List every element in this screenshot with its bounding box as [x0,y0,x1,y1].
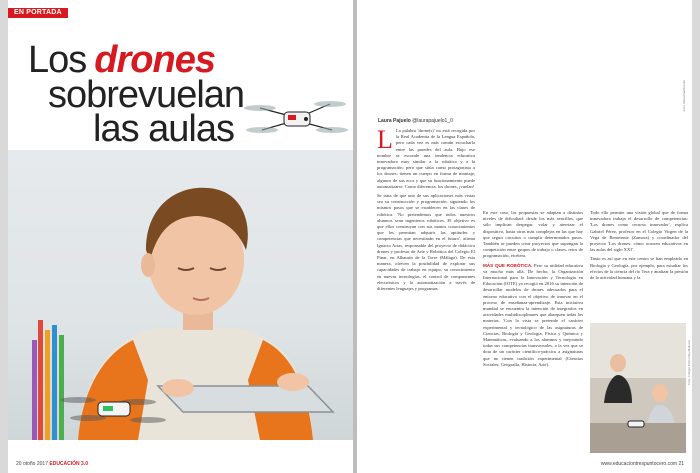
website-url: www.educaciontrespuntocero.com [600,461,678,467]
author-handle: @laurapajuelo1_0 [412,118,453,124]
byline [378,118,453,124]
right-page [357,0,692,473]
footer-left [16,461,88,467]
title-line-3: las aulas [93,108,234,150]
page-number-left: 20 [16,461,22,467]
colored-pencils [32,320,64,440]
magazine-name: EDUCACIÓN 3.0 [49,461,88,467]
photo-credit-top: Foto: Maxcoinal/Fuente [682,80,686,112]
col2-paragraph-1: En este caso, las propuestas se adaptan a distintos niveles de dificultad: desde los más sencillos, que sólo implican despegar, volar y aterrizar el dispositivo, hasta otras más complejas en las que hay que seguir circuitos o cumplir determinados pasos. También se pueden crear proyectos que supongan la competición entre grupos de trabajo o clases, retos de programación, etcétera. [483,210,583,259]
drone-illustration-top [240,86,350,146]
section-tag: EN PORTADA [8,8,68,18]
text-column-3 [590,210,688,320]
page-number-right: 21 [678,461,684,467]
drop-cap: L [377,128,393,154]
col1-paragraph-2: Se trata de que uno de sus aplicaciones más vistas sea su construcción y programación, siguiendo los mismos pasos que se establecen en las clases de robótica. 'No pretendemos que todos nuestros alumnos sean ingenieros robóticos. El objetivo es que ellos construyan con sus manos conocimientos que les permitan adquirir las aptitudes y competencias que necesitarán en el futuro', afirma Ignacio Arias, responsable del proyecto de didáctica drones y profesor de Arte y Robótica del Colegio El Pinar, en Alhaurín de la Torre (Málaga). De esta manera, ofrecen la posibilidad de explorar sus capacidades de trabajo en equipo, su conocimiento en nuevas tecnologías, el control de componentes electrónicos y la automatización a través de diferentes lenguajes y programas. [377,193,475,292]
title-word-drones: drones [94,39,215,81]
hero-photo-child-tablet [8,150,353,440]
text-column-2 [483,210,583,451]
author-name: Laura Pajuelo [378,118,411,124]
title-line-2: sobrevuelan [48,74,245,116]
col2-subhead: MÁS QUE ROBÓTICA. [483,262,533,268]
left-page [8,0,353,473]
issue-label: otoño 2017 [22,461,48,467]
photo-credit-bottom: Foto: Colegio Cristo Rey Mallorca [687,340,691,385]
col1-paragraph-1: La palabra 'drone(s)' no está recogida por la Real Academia de la Lengua Española, pero cada vez es más común escucharla entre las paredes del aula. Bajo ese nombre se esconde una tendencia educativa innovadora muy similar a la robótica y a la programación; pero que sitúa como protagonista a los drones: tienen un cuerpo en forma de montaje, algunos de sus ecos y que su funcionamiento puede automatizarse. Como diferencia, los drones, ¡vuelan! [377,128,475,189]
text-column-1 [377,128,475,451]
footer-right [601,461,684,467]
col3-paragraph-2: Tanto es así que en este centro se han empleado en Biología y Geología, por ejemplo, para estudiar los efectos de la ciencia del río Tera y analizar la presión de la actividad humana y la [590,256,688,281]
col3-paragraph-1: Todo ello permite una visión global que de forma innovadora trabaja el desarrollo de competencias: 'Los drones como recurso innovador', explica Gabriel Pérez, profesor en el Colegio Virgen de la Vega de Benavente (Zamora) y coordinador del proyecto 'Los drones: cómo ocurren educativos en las aulas del siglo XXI'. [590,210,688,253]
photo-classroom-drones [590,323,686,453]
title-word-los: Los [28,39,87,81]
col2-paragraph-2: Pero su utilidad educativa va mucho más allá. De hecho, la Organización Internacional para la Innovación y Tecnología en Educación (IOTE) ya recogió en 2016 su intención de desarrollar modelos de drones adecuados para el entorno educativo con el objetivo de innovar en el proceso de enseñanza-aprendizaje. Esta iniciativa mundial se encuentra la intención de integrarlos en actividades multidisciplinares que abarquen todas las materias. 'Con la vista se pretende el carácter experimental y tecnológico de las asignaturas de Ciencias, Biología y Geología, Física y Química y Matemáticas, evaluando a los alumnos y mejorando todas sus competencias transversales, a la vez que se dota de un carácter científico-práctico a asignaturas que no tienen tradición experimental (Ciencias Sociales: Geografía, Historia, Arte). [483,262,583,367]
